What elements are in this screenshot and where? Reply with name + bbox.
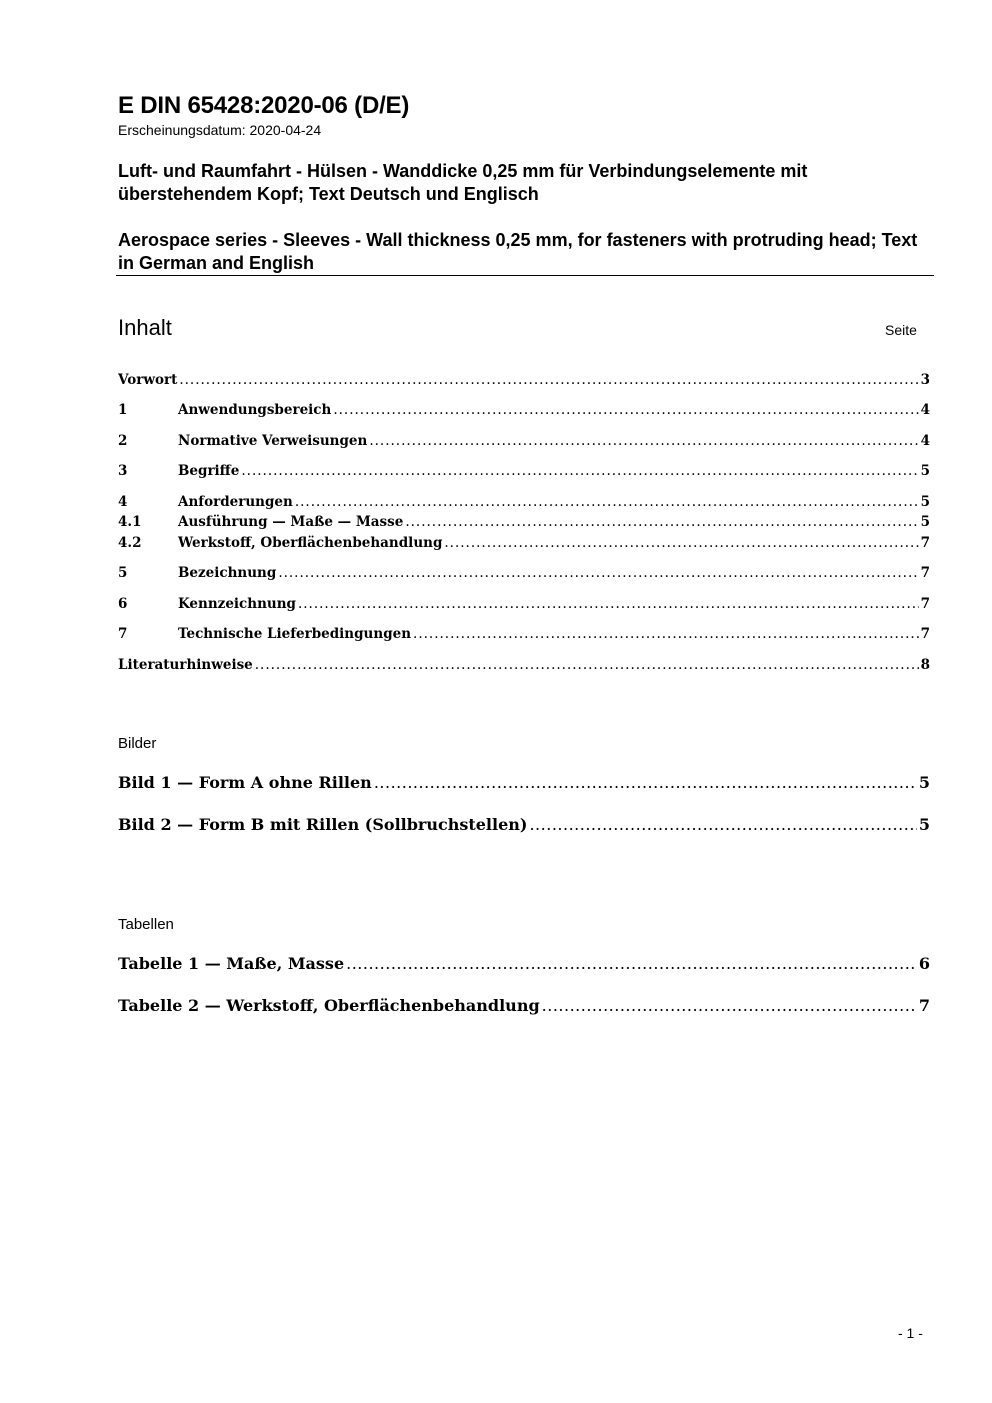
figure-entry-title: Bild 1 — Form A ohne Rillen bbox=[118, 773, 372, 792]
toc-entry[interactable] bbox=[118, 565, 930, 585]
toc-entry-number: 6 bbox=[118, 596, 128, 612]
toc-entry[interactable] bbox=[118, 626, 930, 646]
toc-entry-title: Werkstoff, Oberflächenbehandlung bbox=[178, 535, 443, 551]
toc-entry[interactable] bbox=[118, 535, 930, 555]
toc-entry-number: 1 bbox=[118, 402, 128, 418]
toc-entry-page: 5 bbox=[920, 514, 930, 530]
toc-entry-title: Bezeichnung bbox=[178, 565, 277, 581]
figure-list-entry[interactable] bbox=[118, 815, 930, 839]
toc-leader-dots bbox=[179, 372, 918, 388]
document-id: E DIN 65428:2020-06 (D/E) bbox=[118, 92, 410, 119]
toc-entry-number: 4.1 bbox=[118, 514, 142, 530]
table-entry-title: Tabelle 1 — Maße, Masse bbox=[118, 954, 345, 973]
toc-entry-page: 3 bbox=[920, 372, 930, 388]
toc-entry-page: 4 bbox=[920, 433, 930, 449]
toc-entry-page: 8 bbox=[920, 657, 930, 673]
toc-entry-title: Technische Lieferbedingungen bbox=[178, 626, 412, 642]
toc-entry-title: Kennzeichnung bbox=[178, 596, 296, 612]
toc-entry-title: Anforderungen bbox=[178, 494, 293, 510]
toc-leader-dots bbox=[529, 815, 916, 834]
toc-leader-dots bbox=[369, 433, 918, 449]
toc-entry[interactable] bbox=[118, 402, 930, 422]
toc-entry[interactable] bbox=[118, 596, 930, 616]
toc-entry-page: 7 bbox=[920, 535, 930, 551]
toc-leader-dots bbox=[255, 657, 919, 673]
toc-entry-title: Literaturhinweise bbox=[118, 657, 253, 673]
toc-entry-page: 7 bbox=[920, 565, 930, 581]
toc-entry-title: Ausführung — Maße — Masse bbox=[178, 514, 404, 530]
toc-entry-title: Vorwort bbox=[118, 372, 178, 388]
toc-heading: Inhalt bbox=[118, 315, 172, 340]
figures-heading: Bilder bbox=[118, 735, 157, 752]
figure-list-entry[interactable] bbox=[118, 773, 930, 797]
toc-entry-number: 4.2 bbox=[118, 535, 142, 551]
page-number: - 1 - bbox=[898, 1325, 923, 1341]
toc-entry[interactable] bbox=[118, 514, 930, 534]
toc-leader-dots bbox=[298, 596, 919, 612]
toc-leader-dots bbox=[333, 402, 918, 418]
toc-entry-page: 7 bbox=[920, 626, 930, 642]
toc-leader-dots bbox=[542, 996, 917, 1015]
toc-entry[interactable] bbox=[118, 372, 930, 392]
table-list-entry[interactable] bbox=[118, 996, 930, 1020]
toc-entry-number: 5 bbox=[118, 565, 128, 581]
toc-page-column-label: Seite bbox=[885, 322, 917, 338]
toc-entry-page: 4 bbox=[920, 402, 930, 418]
toc-leader-dots bbox=[295, 494, 919, 510]
toc-entry-page: 7 bbox=[920, 596, 930, 612]
toc-entry-number: 2 bbox=[118, 433, 128, 449]
table-entry-page: 7 bbox=[918, 996, 930, 1015]
table-entry-page: 6 bbox=[918, 954, 930, 973]
figure-entry-page: 5 bbox=[918, 815, 930, 834]
toc-leader-dots bbox=[278, 565, 918, 581]
toc-leader-dots bbox=[405, 514, 918, 530]
toc-entry-number: 7 bbox=[118, 626, 128, 642]
toc-leader-dots bbox=[444, 535, 918, 551]
toc-leader-dots bbox=[241, 463, 918, 479]
toc-leader-dots bbox=[346, 954, 917, 973]
toc-entry[interactable] bbox=[118, 494, 930, 514]
toc-entry-title: Anwendungsbereich bbox=[178, 402, 332, 418]
toc-leader-dots bbox=[374, 773, 917, 792]
table-list-entry[interactable] bbox=[118, 954, 930, 978]
toc-entry-page: 5 bbox=[920, 463, 930, 479]
toc-leader-dots bbox=[413, 626, 919, 642]
table-entry-title: Tabelle 2 — Werkstoff, Oberflächenbehandlung bbox=[118, 996, 540, 1015]
tables-heading: Tabellen bbox=[118, 916, 174, 933]
toc-entry[interactable] bbox=[118, 433, 930, 453]
header-divider bbox=[116, 275, 934, 276]
figure-entry-page: 5 bbox=[918, 773, 930, 792]
toc-entry-title: Begriffe bbox=[178, 463, 240, 479]
toc-entry-number: 4 bbox=[118, 494, 128, 510]
toc-entry-title: Normative Verweisungen bbox=[178, 433, 368, 449]
figure-entry-title: Bild 2 — Form B mit Rillen (Sollbruchstellen) bbox=[118, 815, 528, 834]
toc-entry-page: 5 bbox=[920, 494, 930, 510]
toc-entry-number: 3 bbox=[118, 463, 128, 479]
toc-entry[interactable] bbox=[118, 657, 930, 677]
title-english: Aerospace series - Sleeves - Wall thickness 0,25 mm, for fasteners with protruding head; Text in German and English bbox=[118, 230, 918, 273]
publication-date: Erscheinungsdatum: 2020-04-24 bbox=[118, 122, 322, 138]
toc-entry[interactable] bbox=[118, 463, 930, 483]
title-german: Luft- und Raumfahrt - Hülsen - Wanddicke 0,25 mm für Verbindungselemente mit überstehendem Kopf; Text Deutsch und Englisch bbox=[118, 161, 808, 204]
